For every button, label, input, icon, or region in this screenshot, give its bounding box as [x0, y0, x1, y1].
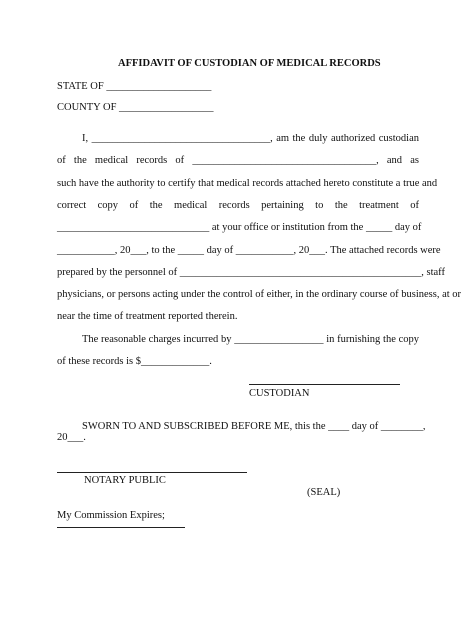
commission-date-line: [57, 527, 185, 528]
body-line-2: of the medical records of ___________________________________, and as: [57, 155, 419, 166]
charges-amount-line: of these records is $_____________.: [57, 356, 212, 367]
state-field: STATE OF ____________________: [57, 81, 212, 92]
county-field: COUNTY OF __________________: [57, 102, 214, 113]
body-line-1: I, __________________________________, am the duly authorized custodian: [82, 133, 419, 144]
body-line-8: physicians, or persons acting under the control of either, in the ordinary course of business, at or: [57, 289, 462, 300]
custodian-signature-line: [249, 384, 400, 385]
sworn-line: SWORN TO AND SUBSCRIBED BEFORE ME, this the ____ day of ________,: [82, 421, 426, 432]
body-line-4: correct copy of the medical records pertaining to the treatment of: [57, 200, 419, 211]
sworn-year: 20___.: [57, 432, 86, 443]
commission-label: My Commission Expires;: [57, 510, 165, 521]
seal-label: (SEAL): [307, 487, 341, 498]
body-line-9: near the time of treatment reported therein.: [57, 311, 238, 322]
body-line-3: such have the authority to certify that medical records attached hereto constitute a true and: [57, 178, 438, 189]
custodian-label: CUSTODIAN: [249, 388, 310, 399]
body-line-7: prepared by the personnel of ______________________________________________, staff: [57, 267, 445, 278]
notary-signature-line: [57, 472, 247, 473]
body-line-5: _____________________________ at your office or institution from the _____ day of: [57, 222, 422, 233]
charges-line: The reasonable charges incurred by _________________ in furnishing the copy: [82, 334, 419, 345]
notary-label: NOTARY PUBLIC: [84, 475, 166, 486]
document-title: AFFIDAVIT OF CUSTODIAN OF MEDICAL RECORDS: [118, 58, 381, 69]
body-line-6: ___________, 20___, to the _____ day of ___________, 20___. The attached records were: [57, 245, 441, 256]
